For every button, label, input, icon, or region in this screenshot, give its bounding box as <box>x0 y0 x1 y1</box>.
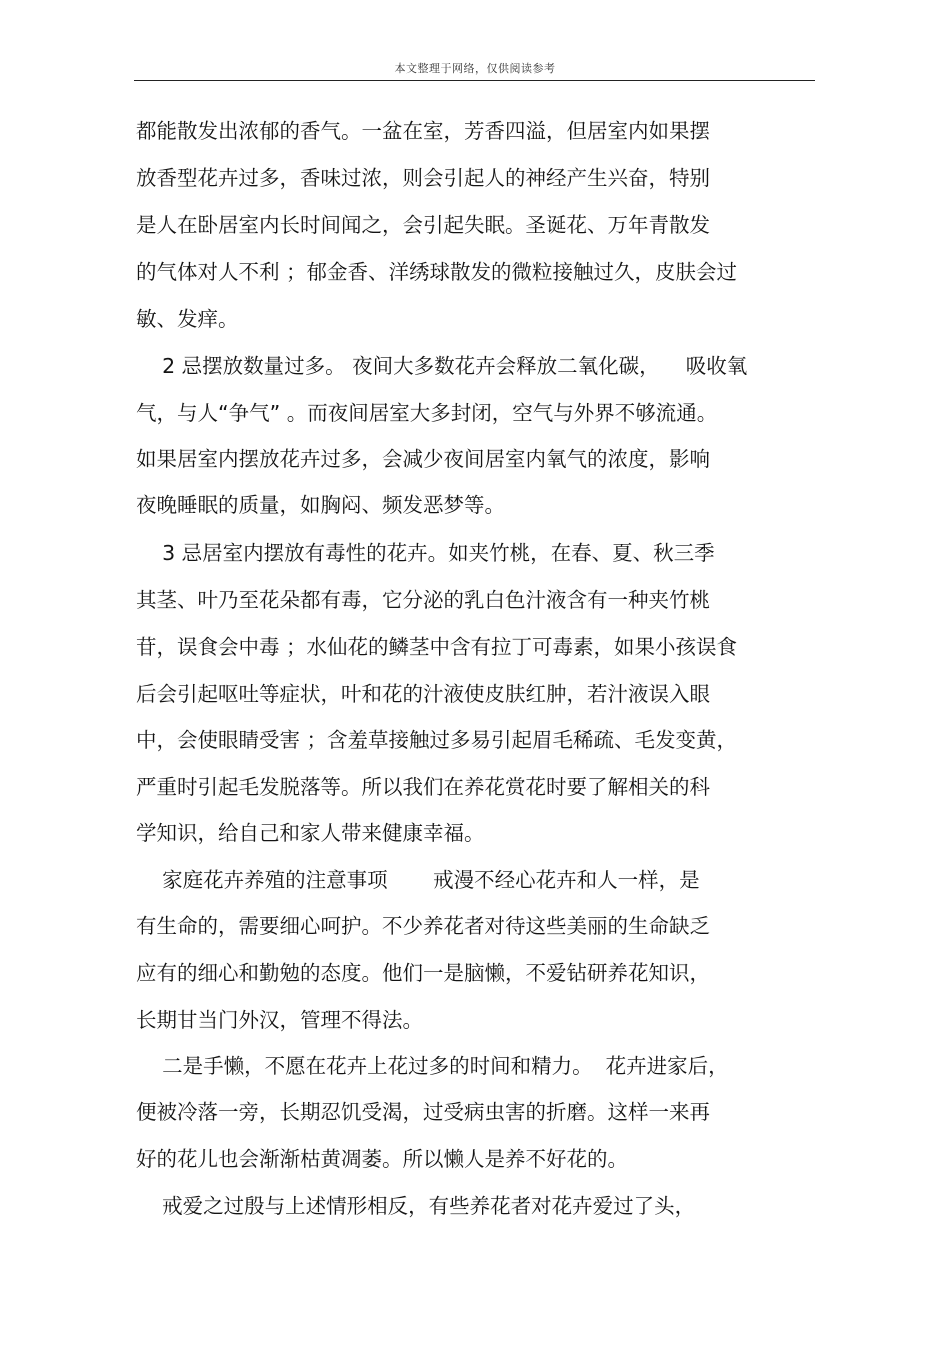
text-line: 3 忌居室内摆放有毒性的花卉。如夹竹桃，在春、夏、秋三季 <box>136 541 715 565</box>
text-line: 都能散发出浓郁的香气。一盆在室，芳香四溢，但居室内如果摆 <box>136 119 710 143</box>
text-line: 的气体对人不利 ；郁金香、洋绣球散发的微粒接触过久，皮肤会过 <box>136 260 738 284</box>
text-line: 如果居室内摆放花卉过多，会减少夜间居室内氧气的浓度，影响 <box>136 447 710 471</box>
text-line: 是人在卧居室内长时间闻之，会引起失眠。圣诞花、万年青散发 <box>136 213 710 237</box>
text-line: 严重时引起毛发脱落等。所以我们在养花赏花时要了解相关的科 <box>136 775 710 799</box>
text-line: 其茎、叶乃至花朵都有毒，它分泌的乳白色汁液含有一种夹竹桃 <box>136 588 710 612</box>
text-line: 中，会使眼睛受害 ；含羞草接触过多易引起眉毛稀疏、毛发变黄， <box>136 728 738 752</box>
text-line: 长期甘当门外汉，管理不得法。 <box>136 1008 423 1032</box>
header-text: 本文整理于网络，仅供阅读参考 <box>394 62 556 75</box>
text-line: 2 忌摆放数量过多。 夜间大多数花卉会释放二氧化碳， 吸收氧 <box>136 354 748 378</box>
text-line: 应有的细心和勤勉的态度。他们一是脑懒，不爱钻研养花知识， <box>136 961 710 985</box>
text-line: 后会引起呕吐等症状，叶和花的汁液使皮肤红肿，若汁液误入眼 <box>136 682 710 706</box>
text-line: 气，与人“争气” 。而夜间居室大多封闭，空气与外界不够流通。 <box>136 401 718 425</box>
text-line: 有生命的，需要细心呵护。不少养花者对待这些美丽的生命缺乏 <box>136 914 710 938</box>
text-line: 学知识，给自己和家人带来健康幸福。 <box>136 821 485 845</box>
text-line: 戒爱之过殷与上述情形相反，有些养花者对花卉爱过了头， <box>136 1194 696 1218</box>
text-line: 敏、发痒。 <box>136 307 239 331</box>
text-line: 二是手懒，不愿在花卉上花过多的时间和精力。 花卉进家后， <box>136 1054 729 1078</box>
text-line: 夜晚睡眠的质量，如胸闷、频发恶梦等。 <box>136 493 505 517</box>
header-divider <box>134 80 815 81</box>
text-line: 好的花儿也会渐渐枯黄凋萎。所以懒人是养不好花的。 <box>136 1147 628 1171</box>
text-line: 放香型花卉过多，香味过浓，则会引起人的神经产生兴奋，特别 <box>136 166 710 190</box>
text-line: 家庭花卉养殖的注意事项 戒漫不经心花卉和人一样，是 <box>136 868 700 892</box>
text-line: 苷，误食会中毒 ；水仙花的鳞茎中含有拉丁可毒素，如果小孩误食 <box>136 635 738 659</box>
text-line: 便被冷落一旁，长期忍饥受渴，过受病虫害的折磨。这样一来再 <box>136 1100 710 1124</box>
